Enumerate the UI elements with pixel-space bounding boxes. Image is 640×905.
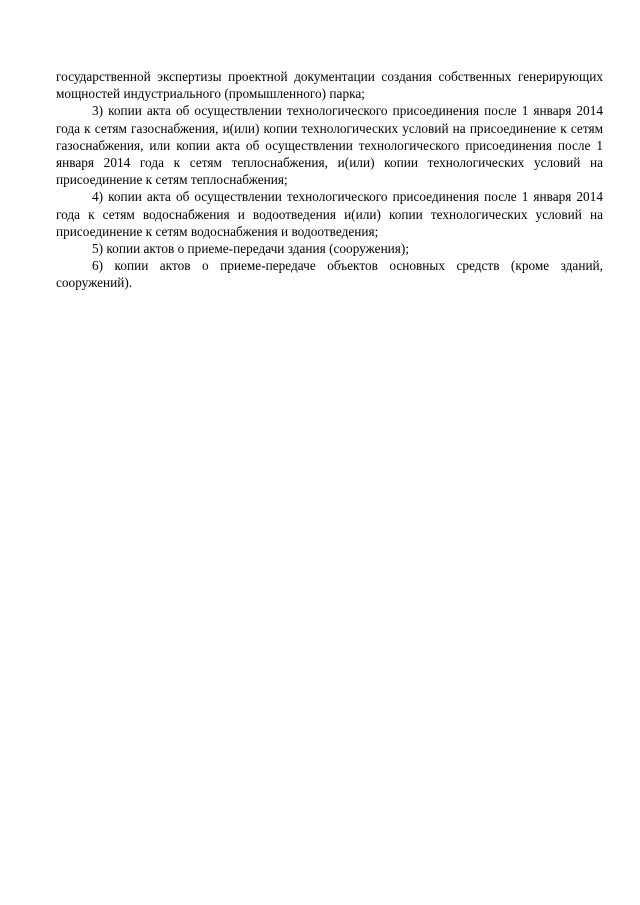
paragraph-continuation: государственной экспертизы проектной документации создания собственных генерирующих мощностей индустриального (промышленного) парка; (56, 69, 603, 102)
paragraph-item-3: 3) копии акта об осуществлении технологического присоединения после 1 января 2014 года к сетям газоснабжения, и(или) копии технологических условий на присоединение к сетям газоснабжения, или копии акта об осуществлении технологического присоединения после 1 января 2014 года к сетям теплоснабжения, и(или) копии технологических условий на присоединение к сетям теплоснабжения; (56, 103, 603, 188)
paragraph-item-4: 4) копии акта об осуществлении технологического присоединения после 1 января 2014 года к сетям водоснабжения и водоотведения и(или) копии технологических условий на присоединение к сетям водоснабжения и водоотведения; (56, 189, 603, 239)
document-body (56, 68, 603, 292)
paragraph-item-5: 5) копии актов о приеме-передачи здания (сооружения); (92, 241, 410, 257)
paragraph-item-6: 6) копии актов о приеме-передаче объектов основных средств (кроме зданий, сооружений). (56, 258, 603, 291)
